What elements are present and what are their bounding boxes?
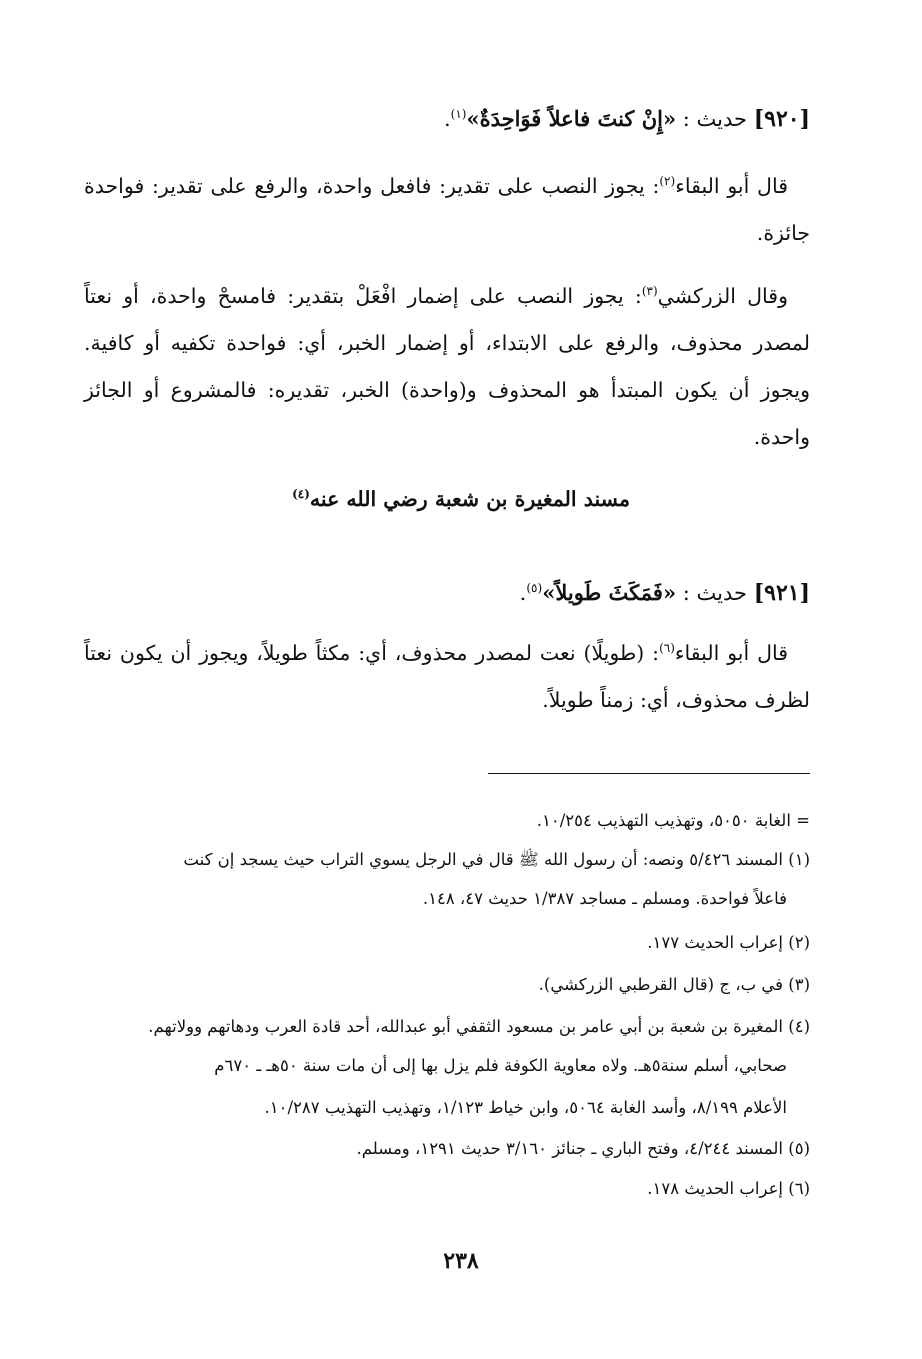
hadith-920-heading xyxy=(84,104,810,134)
paragraph-text: : يجوز النصب على إضمار افْعَلْ بتقدير: فامسحْ واحدة، أو نعتاً لمصدر محذوف، والرفع على الابتداء، أو إضمار الخبر، أي: فواحدة تكفيه أو كافية. ويجوز أن يكون المبتدأ هو المحذوف و(واحدة) الخبر، تقديره: فالمشروع أو الجائز واحدة. xyxy=(84,284,810,449)
footnote-ref: (٢) xyxy=(659,174,676,189)
hadith-quote: «إِنْ كنتَ فاعلاً فَوَاحِدَةٌ» xyxy=(466,106,677,131)
section-title-text: مسند المغيرة بن شعبة رضي الله عنه xyxy=(309,487,630,511)
footnote-ref: (٥) xyxy=(526,581,543,595)
hadith-921-heading xyxy=(84,578,810,608)
footnote-ref: (٤) xyxy=(292,487,310,502)
footnote-4-line-1: (٤) المغيرة بن شعبة بن أبي عامر بن مسعود الثقفي أبو عبدالله، أحد قادة العرب ودهاتهم وولاتهم. xyxy=(148,1017,810,1036)
footnote-separator xyxy=(488,773,810,774)
footnote-2: (٢) إعراب الحديث ١٧٧. xyxy=(647,933,810,952)
footnote-carryover: = الغابة ٥٠٥٠، وتهذيب التهذيب ١٠/٢٥٤. xyxy=(536,811,810,830)
paragraph-text: : (طويلًا) نعت لمصدر محذوف، أي: مكثاً طويلاً، ويجوز أن يكون نعتاً لظرف محذوف، أي: زمناً طويلاً. xyxy=(84,641,810,712)
footnote-4-line-3: الأعلام ٨/١٩٩، وأسد الغابة ٥٠٦٤، وابن خياط ١/١٢٣، وتهذيب التهذيب ١٠/٢٨٧. xyxy=(264,1098,787,1117)
footnote-ref: (٣) xyxy=(641,284,658,299)
paragraph-lead: وقال الزركشي xyxy=(657,284,788,308)
paragraph-abu-al-baqa-1 xyxy=(84,163,810,257)
paragraph-text: : يجوز النصب على تقدير: فافعل واحدة، والرفع على تقدير: فواحدة جائزة. xyxy=(84,174,810,245)
paragraph-zarkashi xyxy=(84,273,810,461)
hadith-number: [٩٢١] xyxy=(753,580,810,606)
hadith-end: . xyxy=(443,107,451,131)
hadith-prefix: حديث : xyxy=(682,581,748,605)
footnote-ref: (٦) xyxy=(659,641,675,656)
footnote-1-line-2: فاعلاً فواحدة. ومسلم ـ مساجد ١/٣٨٧ حديث ٤٧، ١٤٨. xyxy=(422,889,787,908)
hadith-end: . xyxy=(519,581,527,605)
footnote-ref: (١) xyxy=(450,107,467,121)
footnote-6: (٦) إعراب الحديث ١٧٨. xyxy=(647,1179,810,1198)
footnote-4-line-2: صحابي، أسلم سنة٥هـ. ولاه معاوية الكوفة فلم يزل بها إلى أن مات سنة ٥٠هـ ـ ٦٧٠م xyxy=(214,1056,787,1075)
page-number: ٢٣٨ xyxy=(443,1248,479,1274)
paragraph-lead: قال أبو البقاء xyxy=(675,174,788,198)
paragraph-abu-al-baqa-2 xyxy=(84,630,810,724)
section-title xyxy=(0,484,922,514)
footnote-5: (٥) المسند ٤/٢٤٤، وفتح الباري ـ جنائز ٣/١٦٠ حديث ١٢٩١، ومسلم. xyxy=(356,1139,810,1158)
hadith-quote: «فَمَكَثَ طَويلاً» xyxy=(542,580,677,605)
hadith-number: [٩٢٠] xyxy=(753,106,810,132)
hadith-prefix: حديث : xyxy=(682,107,748,131)
paragraph-lead: قال أبو البقاء xyxy=(674,641,789,665)
footnote-3: (٣) في ب، ج (قال القرطبي الزركشي). xyxy=(538,975,810,994)
footnote-1-line-1: (١) المسند ٥/٤٢٦ ونصه: أن رسول الله ﷺ قال في الرجل يسوي التراب حيث يسجد إن كنت xyxy=(183,850,810,869)
